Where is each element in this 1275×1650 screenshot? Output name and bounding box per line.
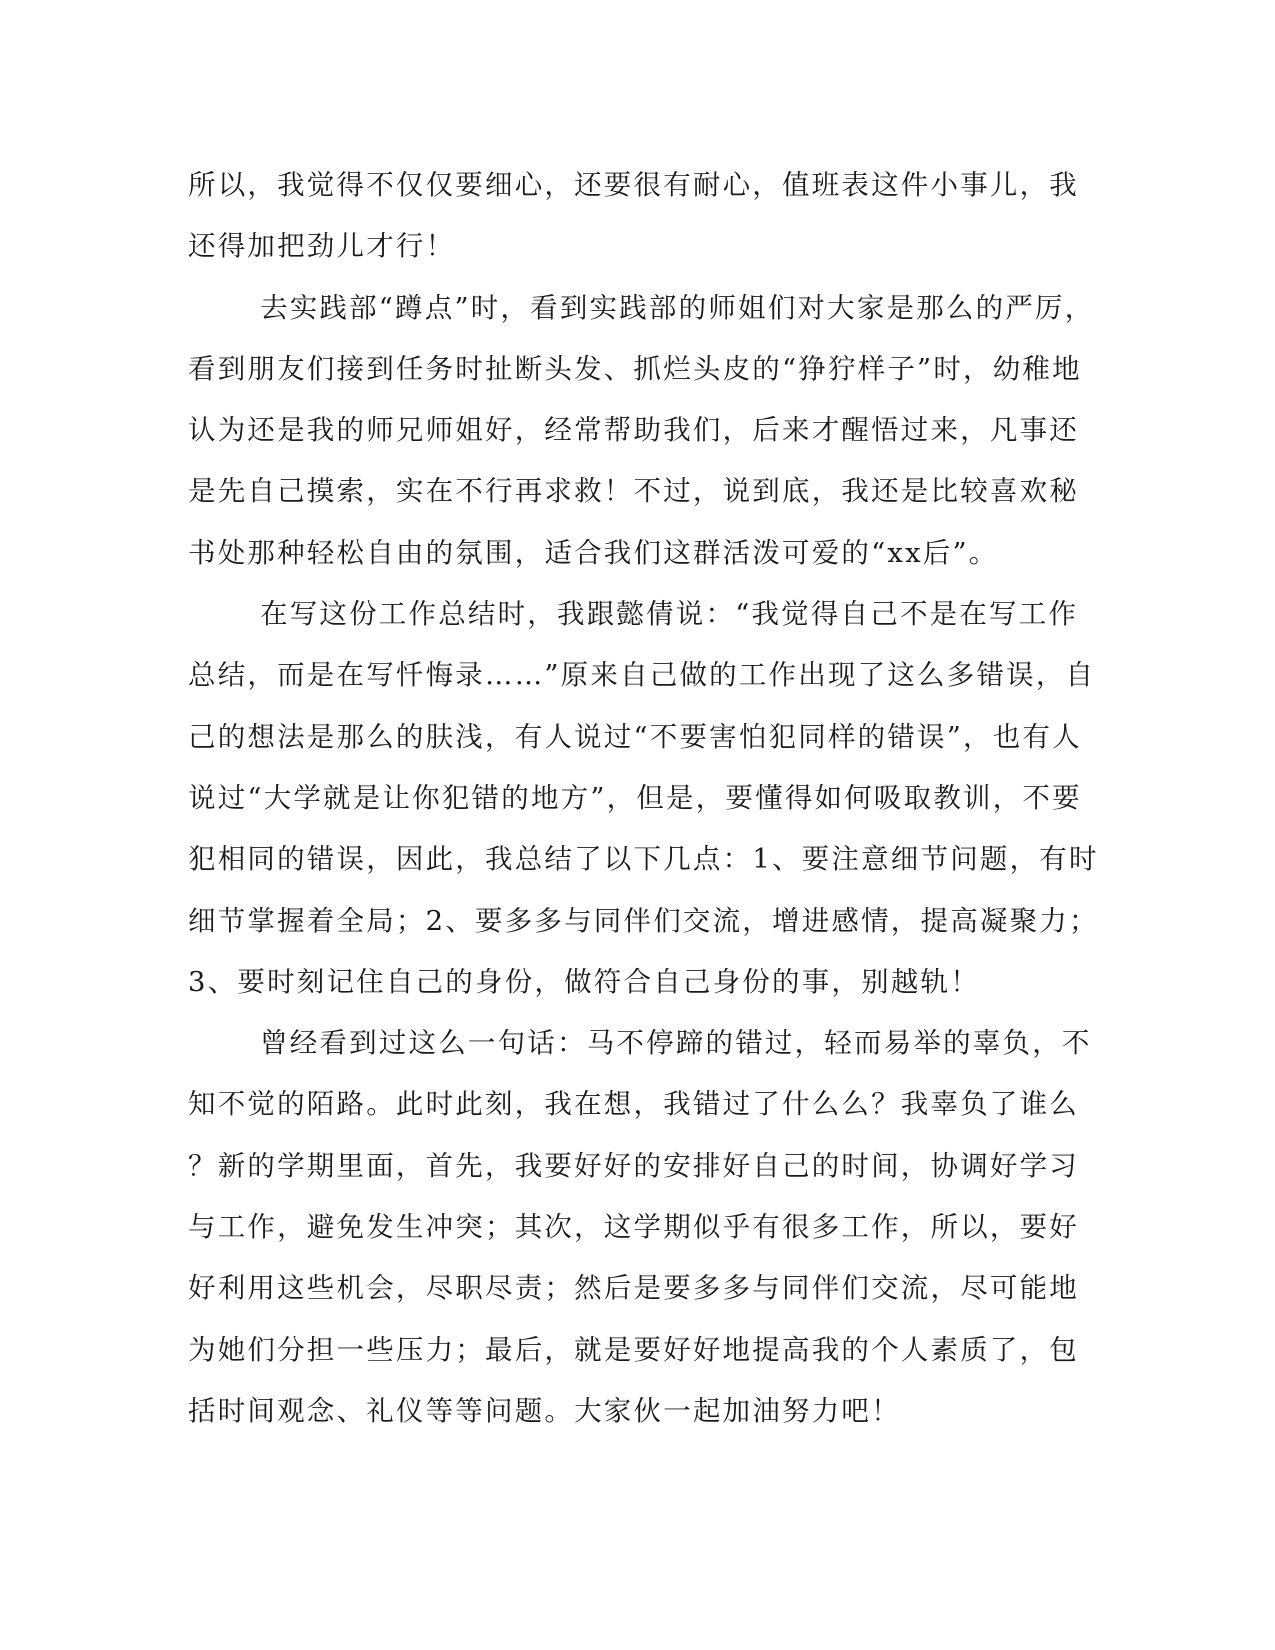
text-line: 3、要时刻记住自己的身份，做符合自己身份的事，别越轨！ <box>188 965 980 998</box>
paragraph-start-line: 在写这份工作总结时，我跟懿倩说：“我觉得自己不是在写工作 <box>260 598 1079 631</box>
text-line: 还得加把劲儿才行！ <box>188 230 456 263</box>
text-line: 知不觉的陌路。此时此刻，我在想，我错过了什么么？我辜负了谁么 <box>188 1088 1079 1121</box>
text-line: 所以，我觉得不仅仅要细心，还要很有耐心，值班表这件小事儿，我 <box>188 169 1079 201</box>
text-line: ？新的学期里面，首先，我要好好的安排好自己的时间，协调好学习 <box>188 1149 1079 1182</box>
text-line: 看到朋友们接到任务时扯断头发、抓烂头皮的“狰狞样子”时，幼稚地 <box>188 352 1082 385</box>
text-line: 认为还是我的师兄师姐好，经常帮助我们，后来才醒悟过来，凡事还 <box>188 414 1079 447</box>
text-line: 己的想法是那么的肤浅，有人说过“不要害怕犯同样的错误”，也有人 <box>188 720 1082 753</box>
text-line: 是先自己摸索，实在不行再求救！不过，说到底，我还是比较喜欢秘 <box>188 475 1079 508</box>
text-line: 书处那种轻松自由的氛围，适合我们这群活泼可爱的“xx后”。 <box>188 536 999 569</box>
text-line: 犯相同的错误，因此，我总结了以下几点：1、要注意细节问题，有时 <box>188 843 1099 876</box>
text-line: 好利用这些机会，尽职尽责；然后是要多多与同伴们交流，尽可能地 <box>188 1272 1079 1305</box>
document-body <box>188 155 1099 1442</box>
text-line: 与工作，避免发生冲突；其次，这学期似乎有很多工作，所以，要好 <box>188 1211 1079 1244</box>
text-line: 总结，而是在写忏悔录……”原来自己做的工作出现了这么多错误，自 <box>188 659 1096 692</box>
text-line: 细节掌握着全局；2、要多多与同伴们交流，增进感情，提高凝聚力； <box>188 904 1099 937</box>
paragraph-start-line: 曾经看到过这么一句话：马不停蹄的错过，轻而易举的辜负，不 <box>260 1027 1092 1060</box>
paragraph-start-line: 去实践部“蹲点”时，看到实践部的师姐们对大家是那么的严厉， <box>260 291 1095 324</box>
text-line: 说过“大学就是让你犯错的地方”，但是，要懂得如何吸取教训，不要 <box>188 781 1082 814</box>
text-line: 括时间观念、礼仪等等问题。大家伙一起加油努力吧！ <box>188 1394 901 1427</box>
text-line: 为她们分担一些压力；最后，就是要好好地提高我的个人素质了，包 <box>188 1333 1079 1366</box>
